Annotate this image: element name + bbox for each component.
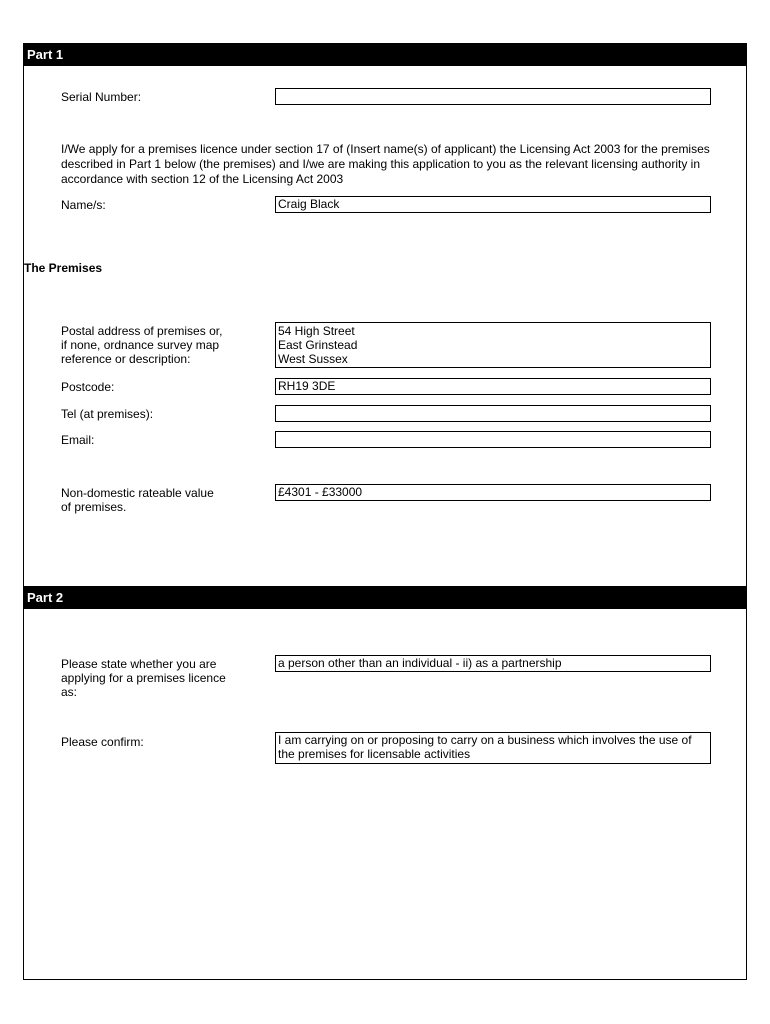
part-1-header: Part 1 [23,43,747,66]
rateable-value-label: Non-domestic rateable value of premises. [61,486,214,514]
names-field[interactable]: Craig Black [275,196,711,213]
email-field[interactable] [275,431,711,448]
postcode-field[interactable]: RH19 3DE [275,378,711,395]
rateable-value-field[interactable]: £4301 - £33000 [275,484,711,501]
applying-as-label: Please state whether you are applying for a premises licence as: [61,657,226,699]
applying-as-field[interactable]: a person other than an individual - ii) as a partnership [275,655,711,672]
serial-number-label: Serial Number: [61,90,142,104]
tel-label: Tel (at premises): [61,407,154,421]
postal-address-field[interactable]: 54 High Street East Grinstead West Sussex [275,322,711,368]
part-2-header: Part 2 [23,586,747,609]
postcode-label: Postcode: [61,380,115,394]
premises-heading: The Premises [24,261,103,275]
names-label: Name/s: [61,198,106,212]
tel-field[interactable] [275,405,711,422]
application-intro-text: I/We apply for a premises licence under section 17 of (Insert name(s) of applicant) the Licensing Act 2003 for the premises described in Part 1 below (the premises) and I/we are making this application to you as the relevant licensing authority in accordance with section 12 of the Licensing Act 2003 [61,142,710,186]
postal-address-label: Postal address of premises or, if none, ordnance survey map reference or description: [61,324,223,366]
confirm-field[interactable]: I am carrying on or proposing to carry on a business which involves the use of the premises for licensable activities [275,732,711,764]
email-label: Email: [61,433,95,447]
serial-number-field[interactable] [275,88,711,105]
confirm-label: Please confirm: [61,735,144,749]
